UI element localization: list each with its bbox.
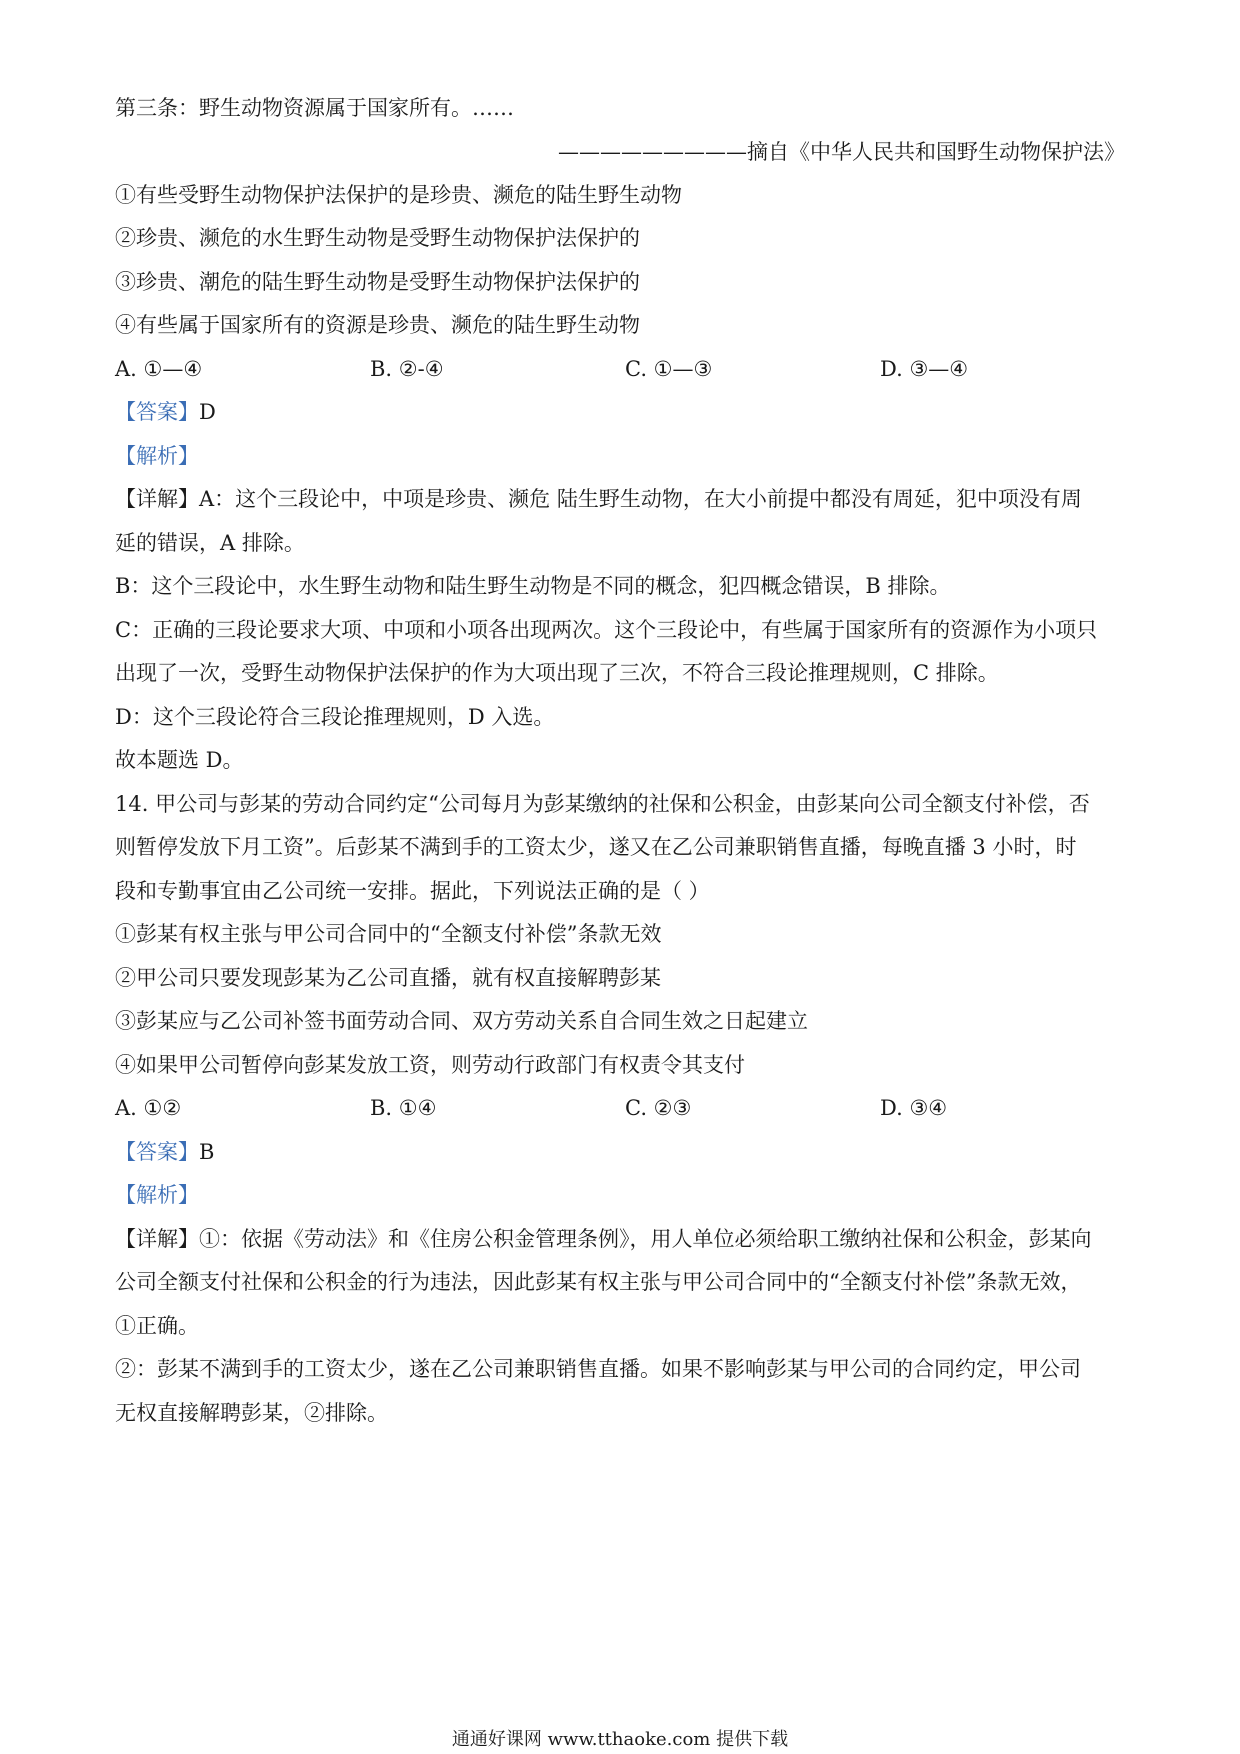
q13-option-b: B. ②-④ bbox=[370, 357, 444, 381]
q14-analysis bbox=[115, 1180, 1135, 1210]
q14-item-1: ①彭某有权主张与甲公司合同中的“全额支付补偿”条款无效 bbox=[115, 922, 662, 946]
q13-option-d: D. ③—④ bbox=[880, 357, 969, 381]
law-article-line: 第三条：野生动物资源属于国家所有。…… bbox=[115, 96, 514, 120]
q13-option-c: C. ①—③ bbox=[625, 357, 713, 381]
q13-detail-4: C：正确的三段论要求大项、中项和小项各出现两次。这个三段论中，有些属于国家所有的资源作为小项只 bbox=[115, 618, 1098, 642]
q13-item-1: ①有些受野生动物保护法保护的是珍贵、濒危的陆生野生动物 bbox=[115, 183, 682, 207]
q13-options bbox=[115, 354, 1135, 384]
q14-detail-3: ①正确。 bbox=[115, 1314, 199, 1338]
q13-conclusion: 故本题选 D。 bbox=[115, 748, 244, 772]
q13-answer bbox=[115, 397, 1135, 427]
q13-detail-6: D：这个三段论符合三段论推理规则，D 入选。 bbox=[115, 705, 555, 729]
q13-item-3: ③珍贵、潮危的陆生野生动物是受野生动物保护法保护的 bbox=[115, 270, 640, 294]
detail-text: ①：依据《劳动法》和《住房公积金管理条例》，用人单位必须给职工缴纳社保和公积金，彭某向 bbox=[199, 1227, 1092, 1251]
q14-item-3: ③彭某应与乙公司补签书面劳动合同、双方劳动关系自合同生效之日起建立 bbox=[115, 1009, 808, 1033]
q14-detail-5: 无权直接解聘彭某，②排除。 bbox=[115, 1401, 388, 1425]
q14-options bbox=[115, 1093, 1135, 1123]
q14-answer bbox=[115, 1137, 1135, 1167]
q14-detail-4: ②：彭某不满到手的工资太少，遂在乙公司兼职销售直播。如果不影响彭某与甲公司的合同约定，甲公司 bbox=[115, 1357, 1081, 1381]
law-source-line: —————————摘自《中华人民共和国野生动物保护法》 bbox=[558, 140, 1125, 164]
q14-stem-1: 14. 甲公司与彭某的劳动合同约定“公司每月为彭某缴纳的社保和公积金，由彭某向公司全额支付补偿，否 bbox=[115, 792, 1090, 816]
q14-option-a: A. ①② bbox=[115, 1096, 182, 1120]
q13-detail-2: 延的错误，A 排除。 bbox=[115, 531, 305, 555]
q13-detail-3: B：这个三段论中，水生野生动物和陆生野生动物是不同的概念，犯四概念错误，B 排除。 bbox=[115, 574, 951, 598]
detail-tag: 【详解】 bbox=[115, 487, 199, 511]
q13-analysis bbox=[115, 441, 1135, 471]
q14-item-4: ④如果甲公司暂停向彭某发放工资，则劳动行政部门有权责令其支付 bbox=[115, 1053, 745, 1077]
q13-detail-5: 出现了一次，受野生动物保护法保护的作为大项出现了三次，不符合三段论推理规则，C 排除。 bbox=[115, 661, 999, 685]
answer-tag: 【答案】 bbox=[115, 400, 199, 424]
q13-option-a: A. ①—④ bbox=[115, 357, 203, 381]
q13-item-4: ④有些属于国家所有的资源是珍贵、濒危的陆生野生动物 bbox=[115, 313, 640, 337]
q14-detail-1 bbox=[115, 1224, 1135, 1254]
q13-detail-1 bbox=[115, 484, 1135, 514]
q13-item-2: ②珍贵、濒危的水生野生动物是受野生动物保护法保护的 bbox=[115, 226, 640, 250]
footer-download-note: 通通好课网 www.tthaoke.com 提供下载 bbox=[451, 1729, 789, 1750]
q14-option-d: D. ③④ bbox=[880, 1096, 948, 1120]
q14-option-c: C. ②③ bbox=[625, 1096, 692, 1120]
q14-stem-2: 则暂停发放下月工资”。后彭某不满到手的工资太少，遂又在乙公司兼职销售直播，每晚直播 3 小时，时 bbox=[115, 835, 1077, 859]
answer-value: B bbox=[199, 1140, 215, 1164]
q14-item-2: ②甲公司只要发现彭某为乙公司直播，就有权直接解聘彭某 bbox=[115, 966, 661, 990]
detail-tag: 【详解】 bbox=[115, 1227, 199, 1251]
analysis-tag: 【解析】 bbox=[115, 444, 199, 468]
q14-detail-2: 公司全额支付社保和公积金的行为违法，因此彭某有权主张与甲公司合同中的“全额支付补偿”条款无效， bbox=[115, 1270, 1082, 1294]
detail-text: A：这个三段论中，中项是珍贵、濒危 陆生野生动物，在大小前提中都没有周延，犯中项没有周 bbox=[199, 487, 1082, 511]
answer-value: D bbox=[199, 400, 216, 424]
q14-stem-3: 段和专勤事宜由乙公司统一安排。据此，下列说法正确的是（ ） bbox=[115, 879, 710, 903]
answer-tag: 【答案】 bbox=[115, 1140, 199, 1164]
analysis-tag: 【解析】 bbox=[115, 1183, 199, 1207]
q14-option-b: B. ①④ bbox=[370, 1096, 437, 1120]
